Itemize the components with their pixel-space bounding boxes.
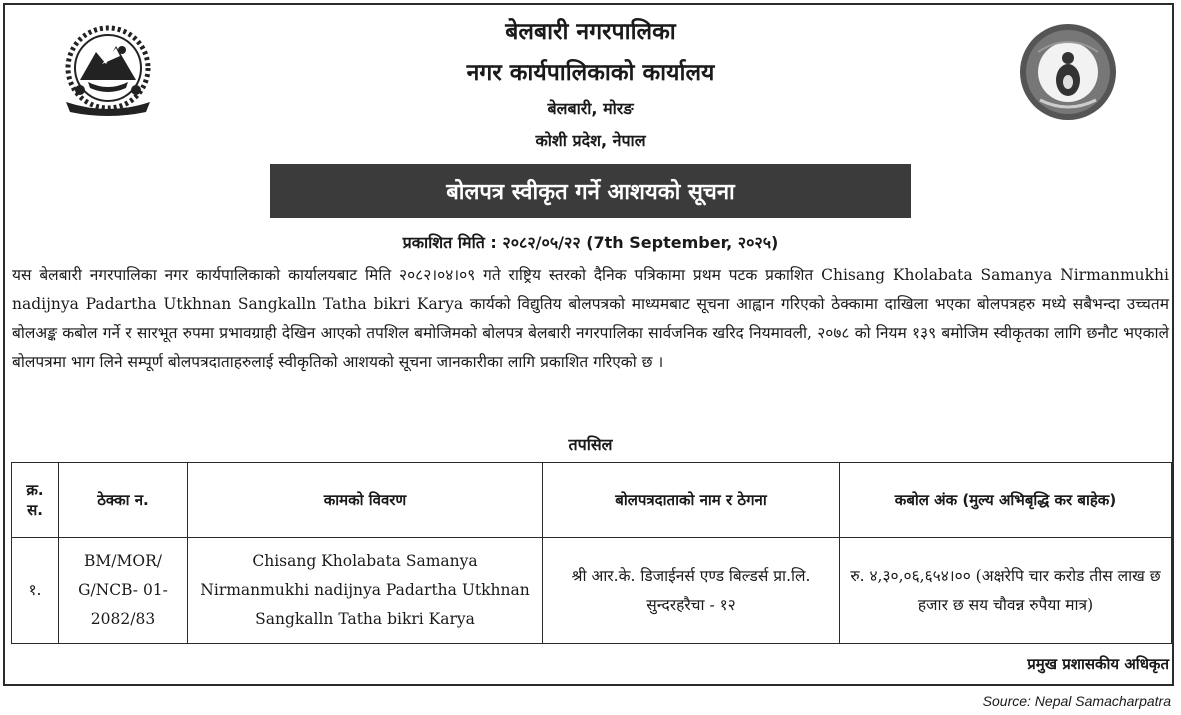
source-credit: Source: Nepal Samacharpatra [982, 693, 1171, 709]
office-name: नगर कार्यपालिकाको कार्यालय [466, 60, 715, 86]
col-contract-no: ठेक्का न. [59, 463, 188, 538]
cell-bid-amount: रु. ४,३०,०६,६५४।०० (अक्षरेपि चार करोड तीस लाख छ हजार छ सय चौवन्न रुपैया मात्र) [840, 538, 1172, 644]
col-serial: क्र. स. [12, 463, 59, 538]
municipality-name: बेलबारी नगरपालिका [505, 19, 676, 45]
col-bid-amount: कबोल अंक (मुल्य अभिबृद्धि कर बाहेक) [840, 463, 1172, 538]
bid-table [11, 462, 1172, 644]
province-country: कोशी प्रदेश, नेपाल [535, 131, 646, 150]
col-work-description: कामको विवरण [188, 463, 543, 538]
office-address: बेलबारी, मोरङ [547, 99, 634, 118]
table-row [12, 538, 1172, 644]
details-heading: तपसिल [568, 435, 613, 454]
signatory-title: प्रमुख प्रशासकीय अधिकृत [1027, 655, 1169, 673]
table-header-row [12, 463, 1172, 538]
cell-bidder: श्री आर.के. डिजाईनर्स एण्ड बिल्डर्स प्रा.लि. सुन्दरहरैचा - १२ [543, 538, 840, 644]
notice-body: यस बेलबारी नगरपालिका नगर कार्यपालिकाको कार्यालयबाट मिति २०८२।०४।०९ गते राष्ट्रिय स्तरको दैनिक पत्रिकामा प्रथम पटक प्रकाशित Chisang Kholabata Samanya Nirmanmukhi nadijnya Padartha Utkhnan Sangkalln Tatha bikri Karya कार्यको विद्युतिय बोलपत्रको माध्यमबाट सूचना आह्वान गरिएको ठेक्कामा दाखिला भएका बोलपत्रहरु मध्ये सबैभन्दा उच्चतम बोलअङ्क कबोल गर्ने र सारभूत रुपमा प्रभावग्राही देखिन आएको तपशिल बमोजिमको बोलपत्र बेलबारी नगरपालिका सार्वजनिक खरिद नियमावली, २०७८ को नियम १३९ बमोजिम स्वीकृतका लागि छनौट भएकाले बोलपत्रमा भाग लिने सम्पूर्ण बोलपत्रदाताहरुलाई स्वीकृतिको आशयको सूचना जानकारीका लागि प्रकाशित गरिएको छ । [12, 266, 1169, 371]
notice-title-banner [270, 164, 911, 218]
notice-title: बोलपत्र स्वीकृत गर्ने आशयको सूचना [446, 180, 735, 205]
publish-date: प्रकाशित मिति : २०८२/०५/२२ (7th September, २०२५) [402, 233, 779, 252]
cell-contract-no: BM/MOR/ G/NCB- 01-2082/83 [59, 538, 188, 644]
cell-serial: १. [12, 538, 59, 644]
cell-work-description: Chisang Kholabata Samanya Nirmanmukhi nadijnya Padartha Utkhnan Sangkalln Tatha bikri Karya [188, 538, 543, 644]
col-bidder: बोलपत्रदाताको नाम र ठेगना [543, 463, 840, 538]
